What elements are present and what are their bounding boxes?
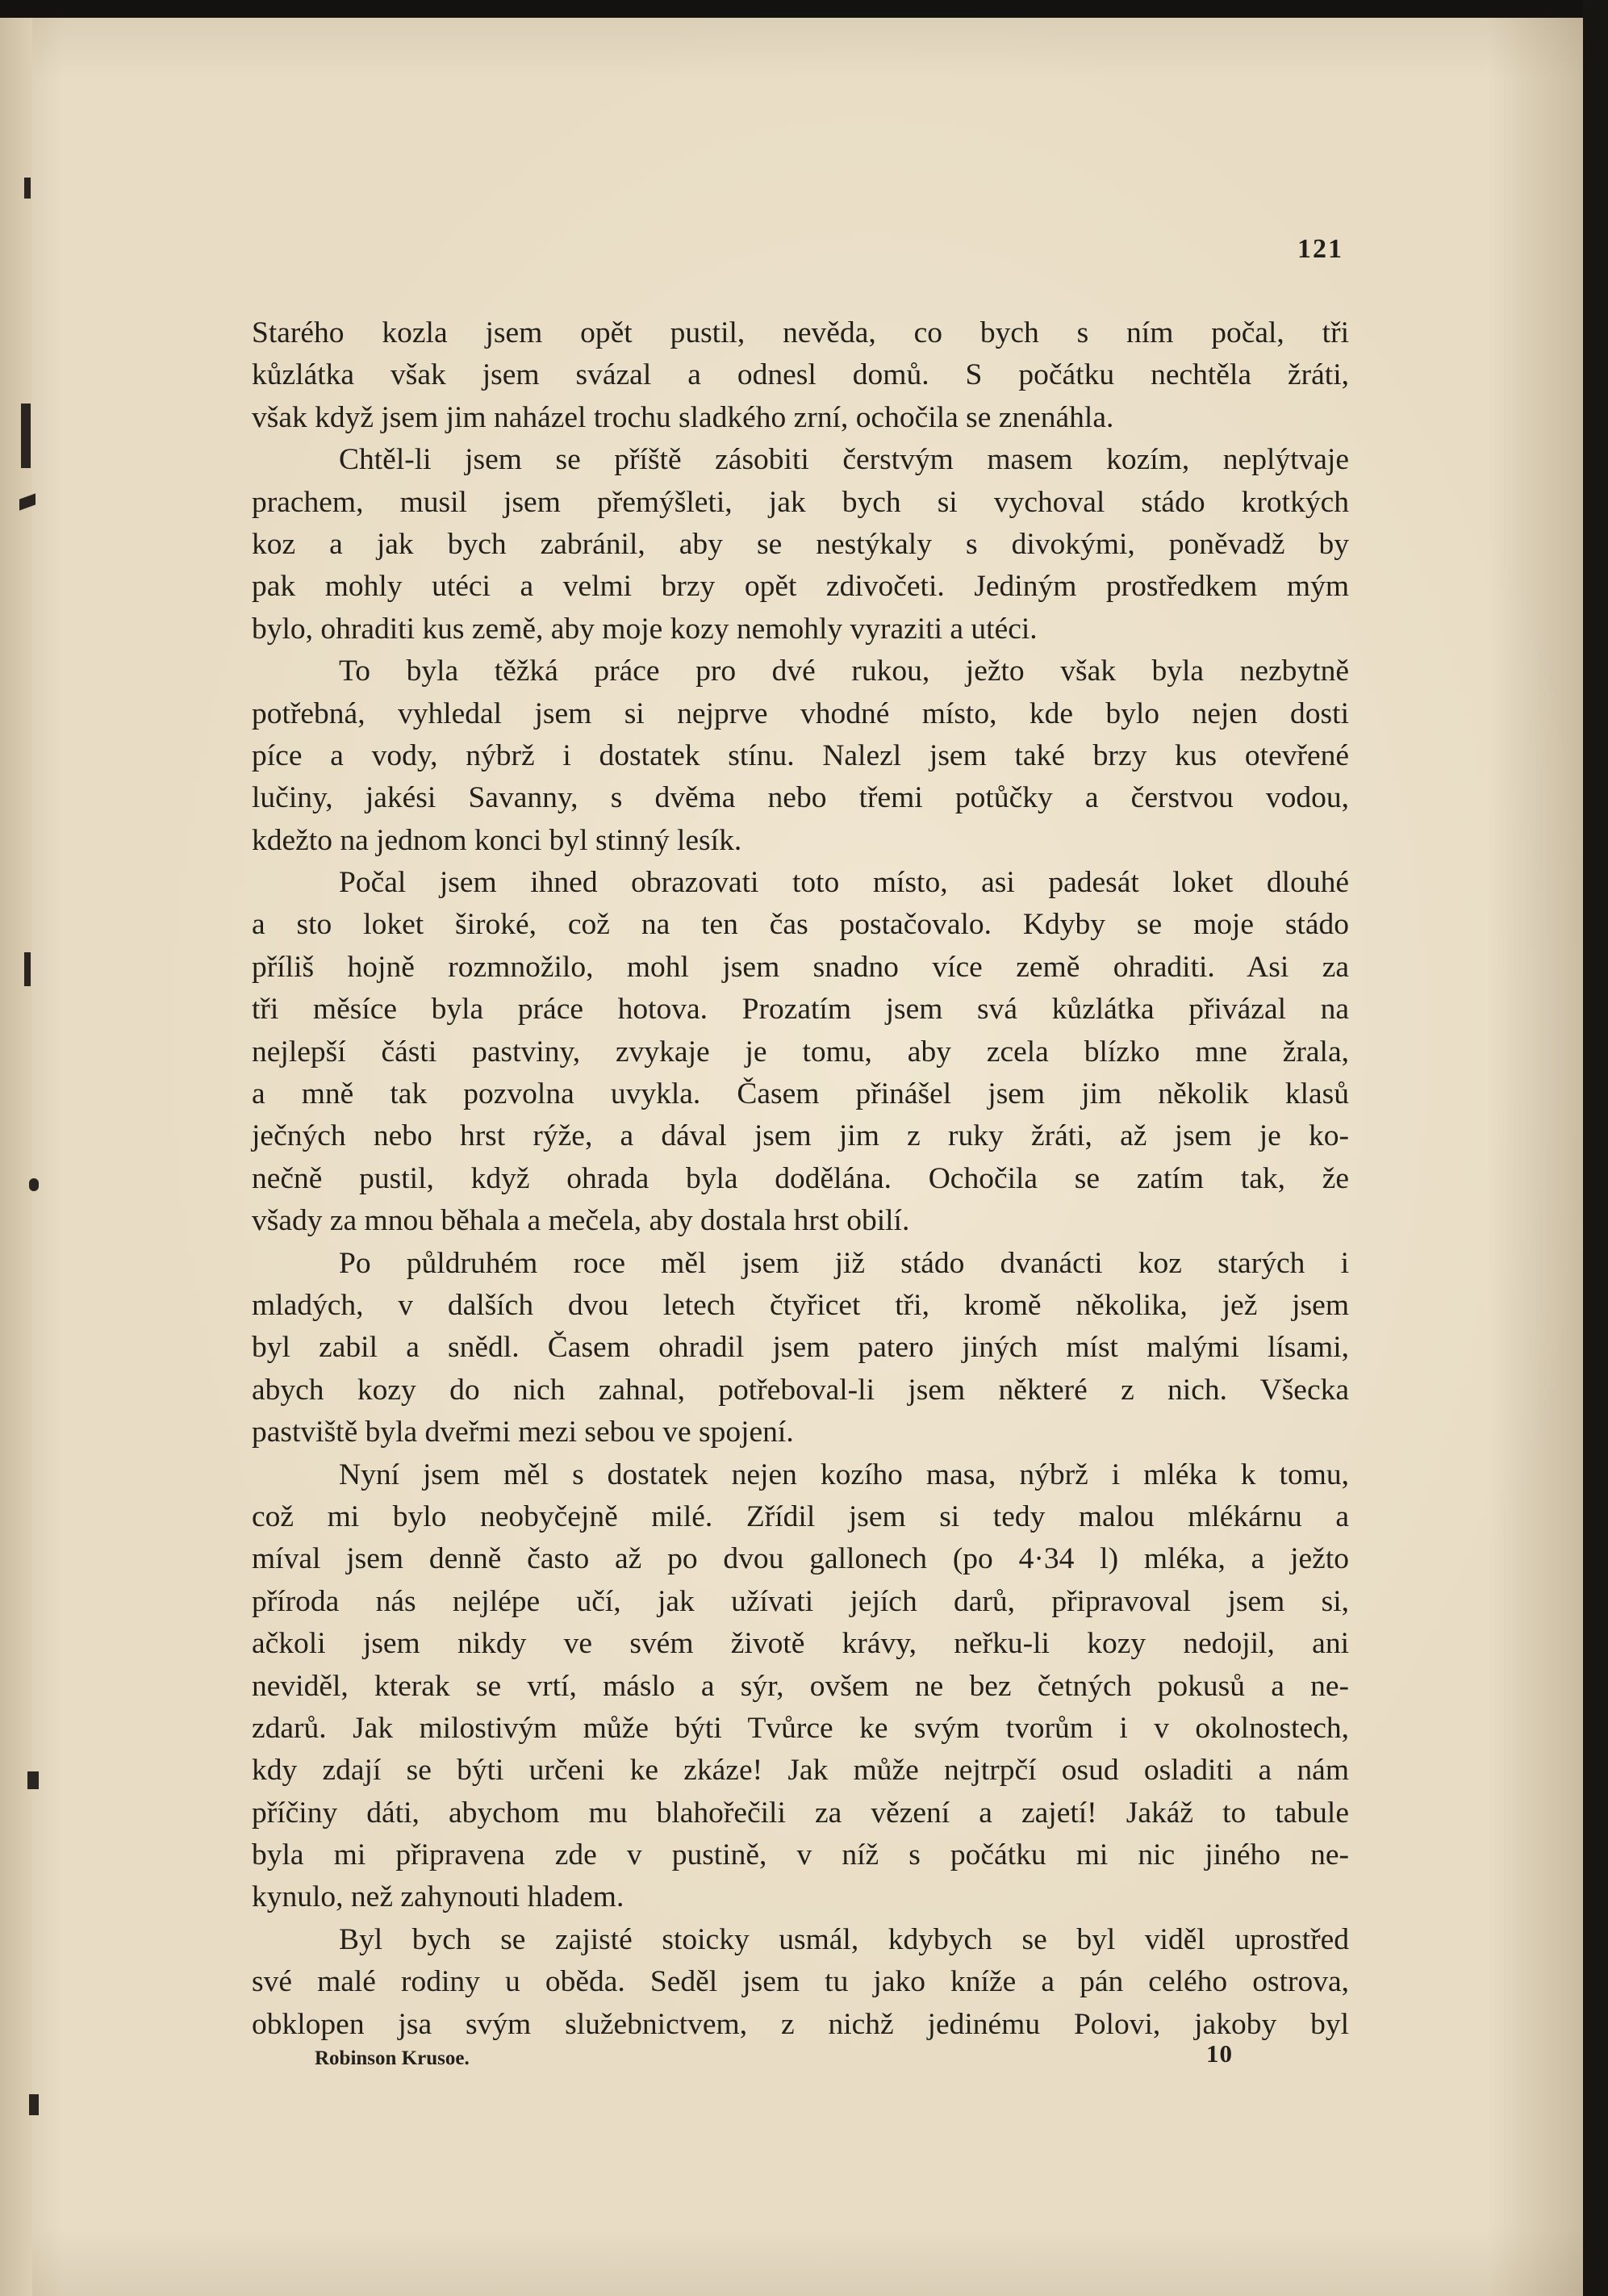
- text-line: a mně tak pozvolna uvykla. Časem přinášel jsem jim několik klasů: [252, 1077, 1349, 1111]
- text-line: nečně pustil, když ohrada byla dodělána. Ochočila se zatím tak, že: [252, 1161, 1349, 1195]
- text-line: a sto loket široké, což na ten čas postačovalo. Kdyby se moje stádo: [252, 908, 1349, 942]
- text-line: byla mi připravena zde v pustině, v níž s počátku mi nic jiného ne-: [252, 1838, 1349, 1872]
- text-line: nejlepší části pastviny, zvykaje je tomu, aby zcela blízko mne žrala,: [252, 1035, 1349, 1069]
- paragraph: [252, 650, 1349, 862]
- text-line: bylo, ohraditi kus země, aby moje kozy nemohly vyraziti a utéci.: [252, 612, 1038, 646]
- text-line: Nyní jsem měl s dostatek nejen kozího masa, nýbrž i mléka k tomu,: [339, 1457, 1349, 1491]
- paragraph: [252, 1919, 1349, 2046]
- paragraph: [252, 862, 1349, 1243]
- paragraph: [252, 1243, 1349, 1454]
- text-line: píce a vody, nýbrž i dostatek stínu. Nalezl jsem také brzy kus otevřené: [252, 738, 1349, 772]
- stitch-mark: [24, 952, 31, 986]
- text-line: obklopen jsa svým služebnictvem, z nichž jedinému Polovi, jakoby byl: [252, 2007, 1349, 2041]
- text-line: kdežto na jednom konci byl stinný lesík.: [252, 823, 742, 857]
- text-line: kynulo, než zahynouti hladem.: [252, 1880, 624, 1914]
- stitch-mark: [21, 404, 31, 468]
- body-text: [252, 312, 1349, 2046]
- text-line: míval jsem denně často až po dvou gallonech (po 4·34 l) mléka, a ježto: [252, 1542, 1349, 1576]
- text-line: Byl bych se zajisté stoicky usmál, kdybych se byl viděl uprostřed: [339, 1922, 1349, 1956]
- text-line: však když jsem jim naházel trochu sladkého zrní, ochočila se znenáhla.: [252, 400, 1114, 434]
- text-line: tři měsíce byla práce hotova. Prozatím jsem svá kůzlátka přivázal na: [252, 993, 1349, 1027]
- text-line: lučiny, jakési Savanny, s dvěma nebo třemi potůčky a čerstvou vodou,: [252, 781, 1349, 815]
- text-line: neviděl, kterak se vrtí, máslo a sýr, ovšem ne bez četných pokusů a ne-: [252, 1669, 1349, 1703]
- text-line: kdy zdají se býti určeni ke zkáze! Jak může nejtrpčí osud osladiti a nám: [252, 1754, 1349, 1788]
- text-line: Počal jsem ihned obrazovati toto místo, asi padesát loket dlouhé: [339, 866, 1349, 900]
- stitch-mark: [27, 1771, 39, 1789]
- text-line: ačkoli jsem nikdy ve svém životě krávy, neřku-li kozy nedojil, ani: [252, 1627, 1349, 1661]
- scan-top-edge: [0, 0, 1608, 18]
- text-line: koz a jak bych zabránil, aby se nestýkaly s divokými, poněvadž by: [252, 527, 1349, 561]
- text-line: což mi bylo neobyčejně milé. Zřídil jsem si tedy malou mlékárnu a: [252, 1499, 1349, 1533]
- text-line: příčiny dáti, abychom mu blahořečili za vězení a zajetí! Jakáž to tabule: [252, 1796, 1349, 1830]
- text-line: kůzlátka však jsem svázal a odnesl domů. S počátku nechtěla žráti,: [252, 358, 1349, 392]
- signature-mark: 10: [1206, 2039, 1233, 2068]
- stitch-mark: [29, 1178, 39, 1191]
- scan-right-edge: [1583, 0, 1608, 2296]
- paragraph: [252, 312, 1349, 439]
- text-line: potřebná, vyhledal jsem si nejprve vhodné místo, kde bylo nejen dosti: [252, 696, 1349, 730]
- text-line: ječných nebo hrst rýže, a dával jsem jim z ruky žráti, až jsem je ko-: [252, 1119, 1349, 1153]
- text-line: Starého kozla jsem opět pustil, nevěda, co bych s ním počal, tři: [252, 316, 1349, 349]
- text-line: To byla těžká práce pro dvé rukou, ježto však byla nezbytně: [339, 655, 1349, 688]
- binding-gutter: [0, 11, 32, 2296]
- running-footer-title: Robinson Krusoe.: [315, 2047, 470, 2069]
- paragraph: [252, 1454, 1349, 1919]
- text-line: byl zabil a snědl. Časem ohradil jsem patero jiných míst malými lísami,: [252, 1331, 1349, 1365]
- text-line: Po půldruhém roce měl jsem již stádo dvanácti koz starých i: [339, 1246, 1349, 1280]
- paragraph: [252, 439, 1349, 650]
- stitch-mark: [29, 2094, 39, 2115]
- text-line: zdarů. Jak milostivým může býti Tvůrce ke svým tvorům i v okolnostech,: [252, 1711, 1349, 1745]
- text-line: Chtěl-li jsem se příště zásobiti čerstvým masem kozím, neplýtvaje: [339, 443, 1349, 477]
- text-line: mladých, v dalších dvou letech čtyřicet tři, kromě několika, jež jsem: [252, 1288, 1349, 1322]
- text-line: své malé rodiny u oběda. Seděl jsem tu jako kníže a pán celého ostrova,: [252, 1965, 1349, 1999]
- text-line: všady za mnou běhala a mečela, aby dostala hrst obilí.: [252, 1204, 910, 1238]
- text-line: pastviště byla dveřmi mezi sebou ve spojení.: [252, 1416, 794, 1449]
- stitch-mark: [24, 178, 31, 199]
- text-line: příliš hojně rozmnožilo, mohl jsem snadno více země ohraditi. Asi za: [252, 950, 1349, 984]
- text-line: příroda nás nejlépe učí, jak užívati jejích darů, připravoval jsem si,: [252, 1584, 1349, 1618]
- text-line: abych kozy do nich zahnal, potřeboval-li jsem některé z nich. Všecka: [252, 1373, 1349, 1407]
- text-line: prachem, musil jsem přemýšleti, jak bych si vychoval stádo krotkých: [252, 485, 1349, 519]
- page-number: 121: [1297, 234, 1343, 264]
- text-line: pak mohly utéci a velmi brzy opět zdivočeti. Jediným prostředkem mým: [252, 570, 1349, 604]
